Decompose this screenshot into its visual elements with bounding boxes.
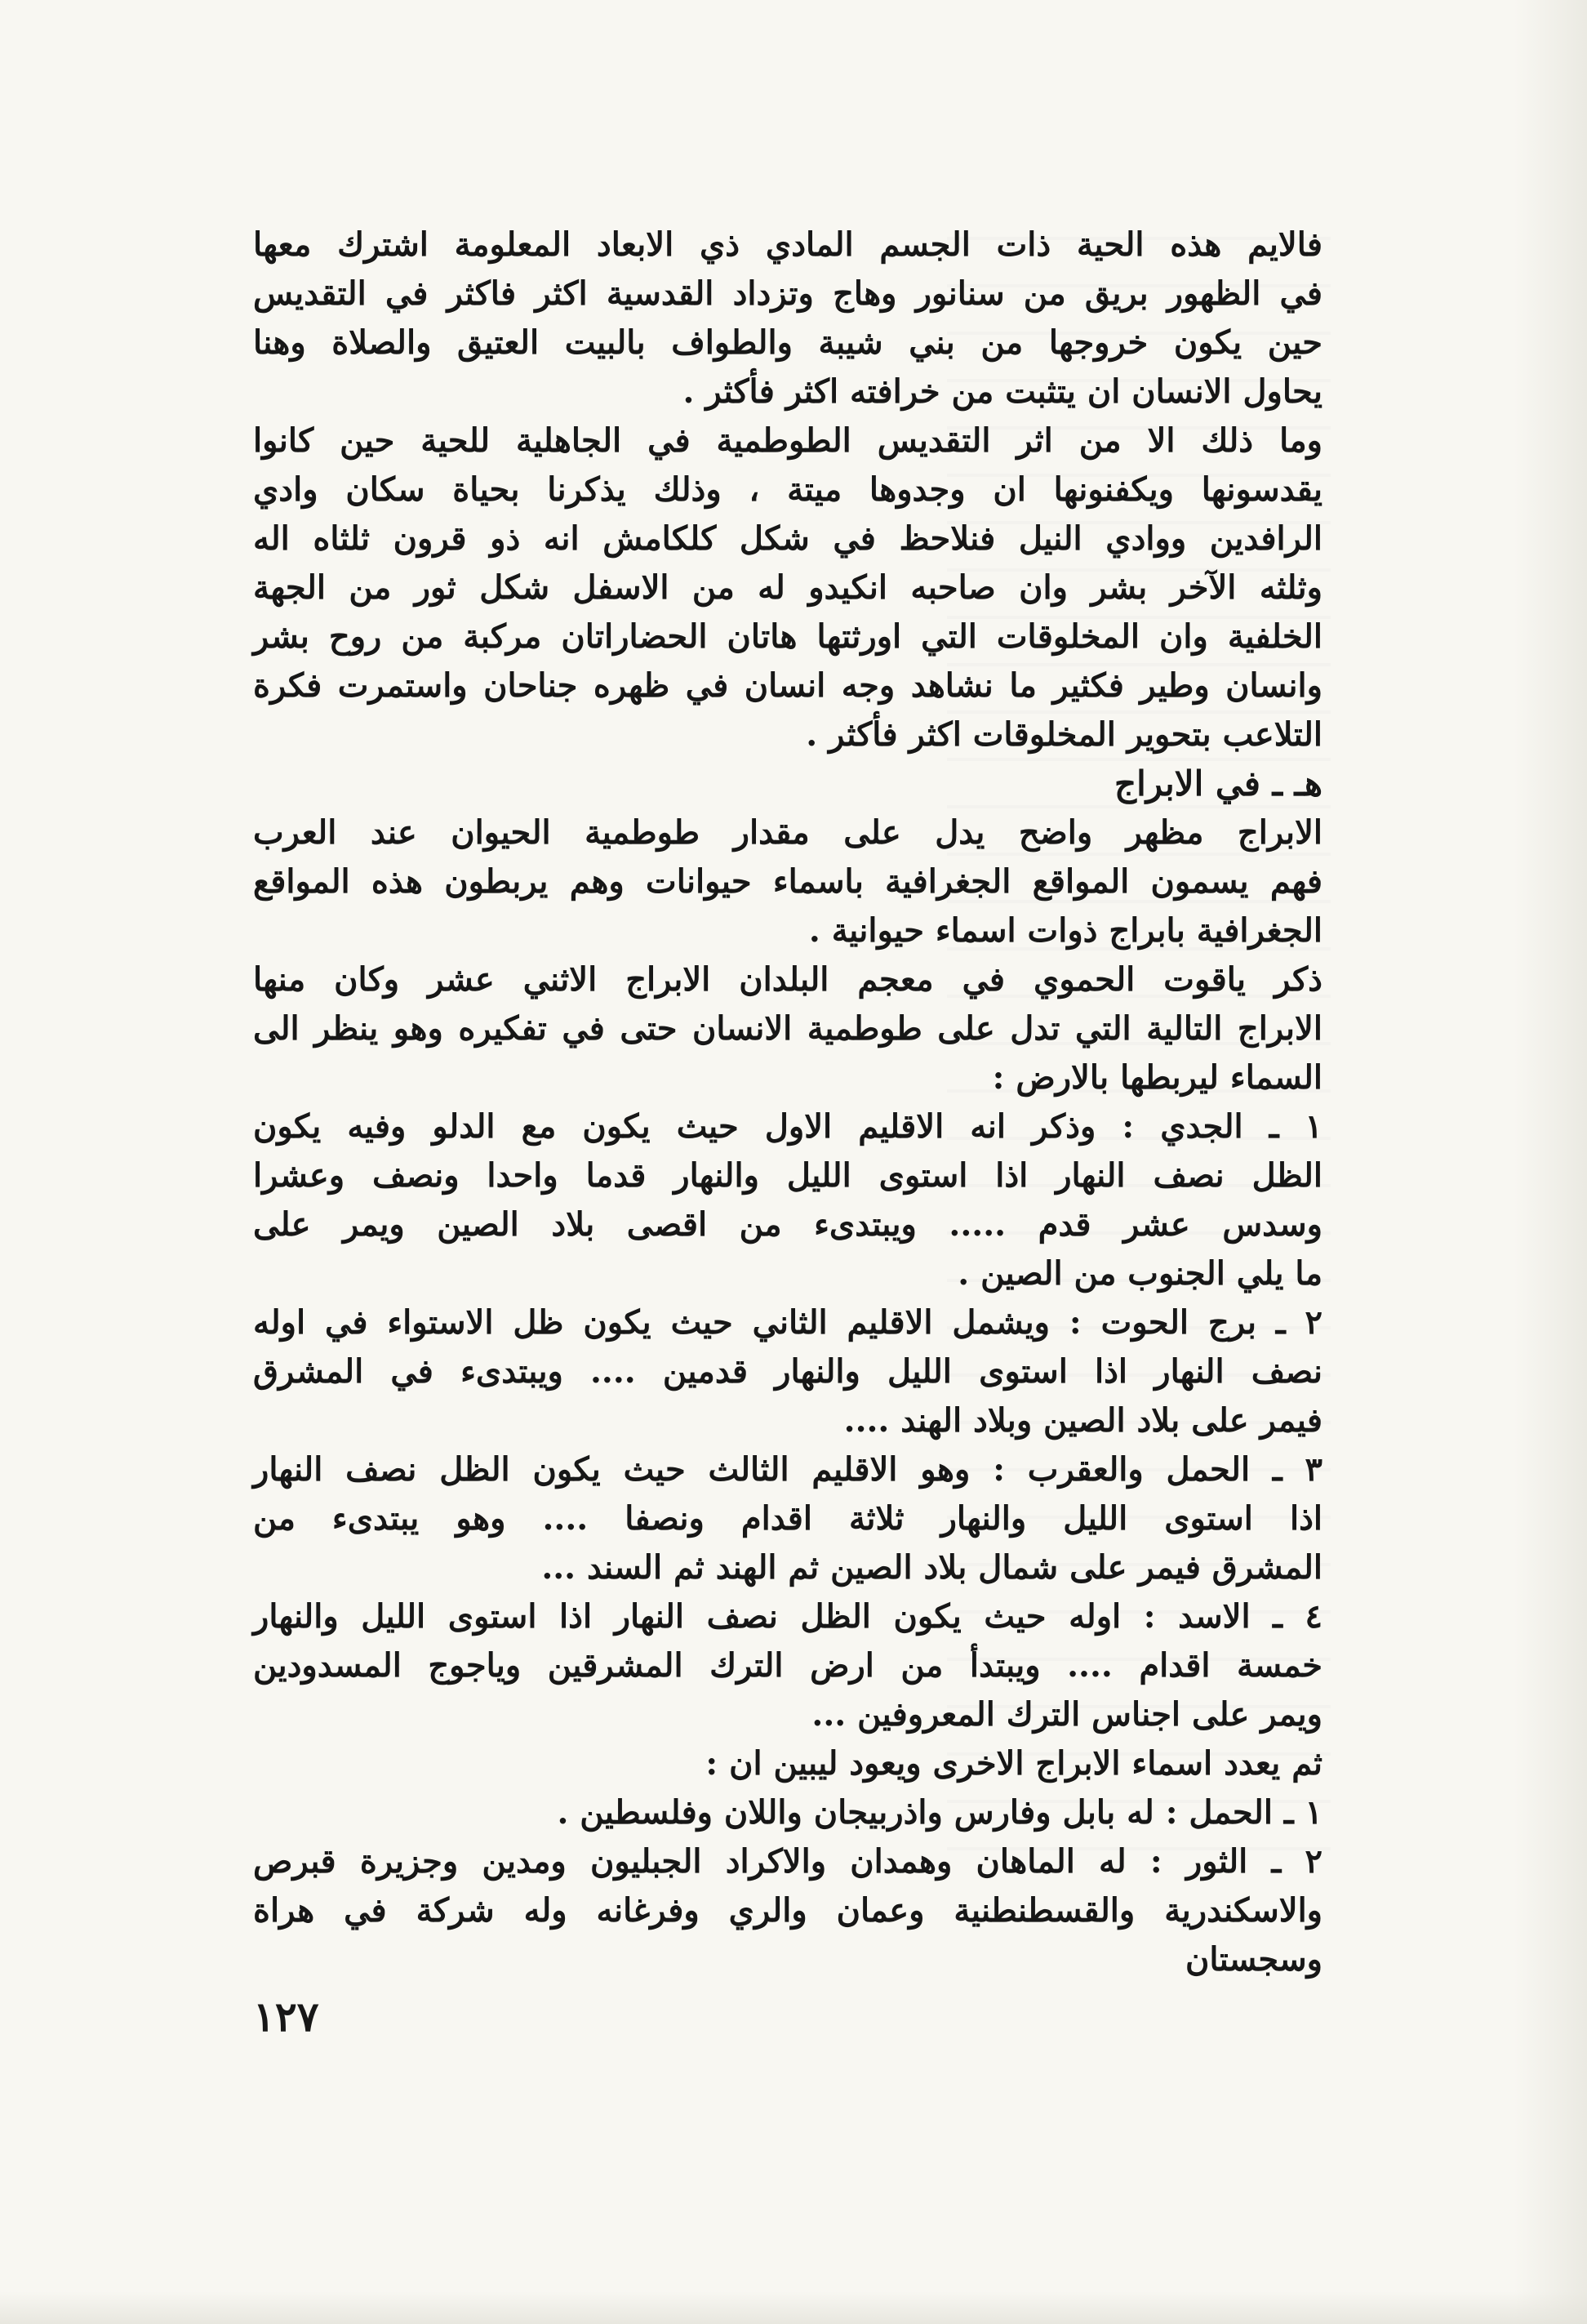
text-line: ما يلي الجنوب من الصين . <box>958 1254 1322 1293</box>
text-line: يحاول الانسان ان يتثبت من خرافته اكثر فأكثر . <box>682 372 1322 411</box>
text-line: الابراج مظهر واضح يدل على مقدار طوطمية الحيوان عند العرب <box>253 813 1322 852</box>
text-line: السماء ليربطها بالارض : <box>992 1058 1322 1097</box>
text-line: نصف النهار اذا استوى الليل والنهار قدمين .... ويبتدىء في المشرق <box>253 1352 1322 1391</box>
text-line: ١ ـ الجدي : وذكر انه الاقليم الاول حيث يكون مع الدلو وفيه يكون <box>253 1107 1322 1146</box>
text-line: وما ذلك الا من اثر التقديس الطوطمية في الجاهلية للحية حين كانوا <box>253 421 1322 460</box>
text-line: ١ ـ الحمل : له بابل وفارس واذربيجان واللان وفلسطين . <box>557 1793 1322 1832</box>
text-line: والاسكندرية والقسطنطنية وعمان والري وفرغانه وله شركة في هراة <box>253 1891 1322 1930</box>
text-line: ٢ ـ برج الحوت : ويشمل الاقليم الثاني حيث يكون ظل الاستواء في اوله <box>253 1303 1322 1342</box>
text-line: المشرق فيمر على شمال بلاد الصين ثم الهند ثم السند ... <box>541 1548 1322 1587</box>
text-line: وانسان وطير فكثير ما نشاهد وجه انسان في ظهره جناحان واستمرت فكرة <box>253 666 1322 705</box>
body-text <box>253 220 1322 1984</box>
text-line: فالايم هذه الحية ذات الجسم المادي ذي الابعاد المعلومة اشترك معها <box>253 225 1322 264</box>
text-line: يقدسونها ويكفنونها ان وجدوها ميتة ، وذلك يذكرنا بحياة سكان وادي <box>253 470 1322 509</box>
text-line: وسدس عشر قدم ..... ويبتدىء من اقصى بلاد الصين ويمر على <box>253 1205 1322 1244</box>
text-line: التلاعب بتحوير المخلوقات اكثر فأكثر . <box>806 715 1322 754</box>
text-line: وثلثه الآخر بشر وان صاحبه انكيدو له من الاسفل شكل ثور من الجهة <box>253 568 1322 607</box>
text-line: الابراج التالية التي تدل على طوطمية الانسان حتى في تفكيره وهو ينظر الى <box>253 1009 1322 1048</box>
text-line: خمسة اقدام .... ويبتدأ من ارض الترك المشرقين وياجوج المسدودين <box>253 1646 1322 1685</box>
text-line: فهم يسمون المواقع الجغرافية باسماء حيوانات وهم يربطون هذه المواقع <box>253 862 1322 901</box>
text-line: الجغرافية بابراج ذوات اسماء حيوانية . <box>808 911 1322 950</box>
text-line: ٣ ـ الحمل والعقرب : وهو الاقليم الثالث حيث يكون الظل نصف النهار <box>253 1450 1322 1489</box>
text-line: الخلفية وان المخلوقات التي اورثتها هاتان الحضاراتان مركبة من روح بشر <box>253 617 1322 656</box>
text-line: حين يكون خروجها من بني شيبة والطواف بالبيت العتيق والصلاة وهنا <box>253 323 1322 362</box>
paper-edge-shadow <box>1514 0 1587 2324</box>
text-line: الرافدين ووادي النيل فنلاحظ في شكل كلكامش انه ذو قرون ثلثاه اله <box>253 519 1322 558</box>
text-line: ذكر ياقوت الحموي في معجم البلدان الابراج الاثني عشر وكان منها <box>253 960 1322 999</box>
text-line: وسجستان <box>1185 1940 1322 1979</box>
text-line: اذا استوى الليل والنهار ثلاثة اقدام ونصفا .... وهو يبتدىء من <box>253 1499 1322 1538</box>
text-line: فيمر على بلاد الصين وبلاد الهند .... <box>843 1401 1322 1440</box>
text-line: في الظهور بريق من سنانور وهاج وتزداد القدسية اكثر فاكثر في التقديس <box>253 274 1322 313</box>
section-heading: هـ ـ في الابراج <box>1114 764 1322 804</box>
text-line: ويمر على اجناس الترك المعروفين ... <box>811 1695 1322 1734</box>
text-line: الظل نصف النهار اذا استوى الليل والنهار قدما واحدا ونصف وعشرا <box>253 1156 1322 1195</box>
text-line: ٢ ـ الثور : له الماهان وهمدان والاكراد الجبليون ومدين وجزيرة قبرص <box>253 1842 1322 1881</box>
page-number: ١٢٧ <box>253 1992 319 2041</box>
text-line: ٤ ـ الاسد : اوله حيث يكون الظل نصف النهار اذا استوى الليل والنهار <box>253 1597 1322 1636</box>
paper-bottom-shadow <box>0 2291 1587 2324</box>
text-line: ثم يعدد اسماء الابراج الاخرى ويعود ليبين ان : <box>705 1744 1322 1783</box>
